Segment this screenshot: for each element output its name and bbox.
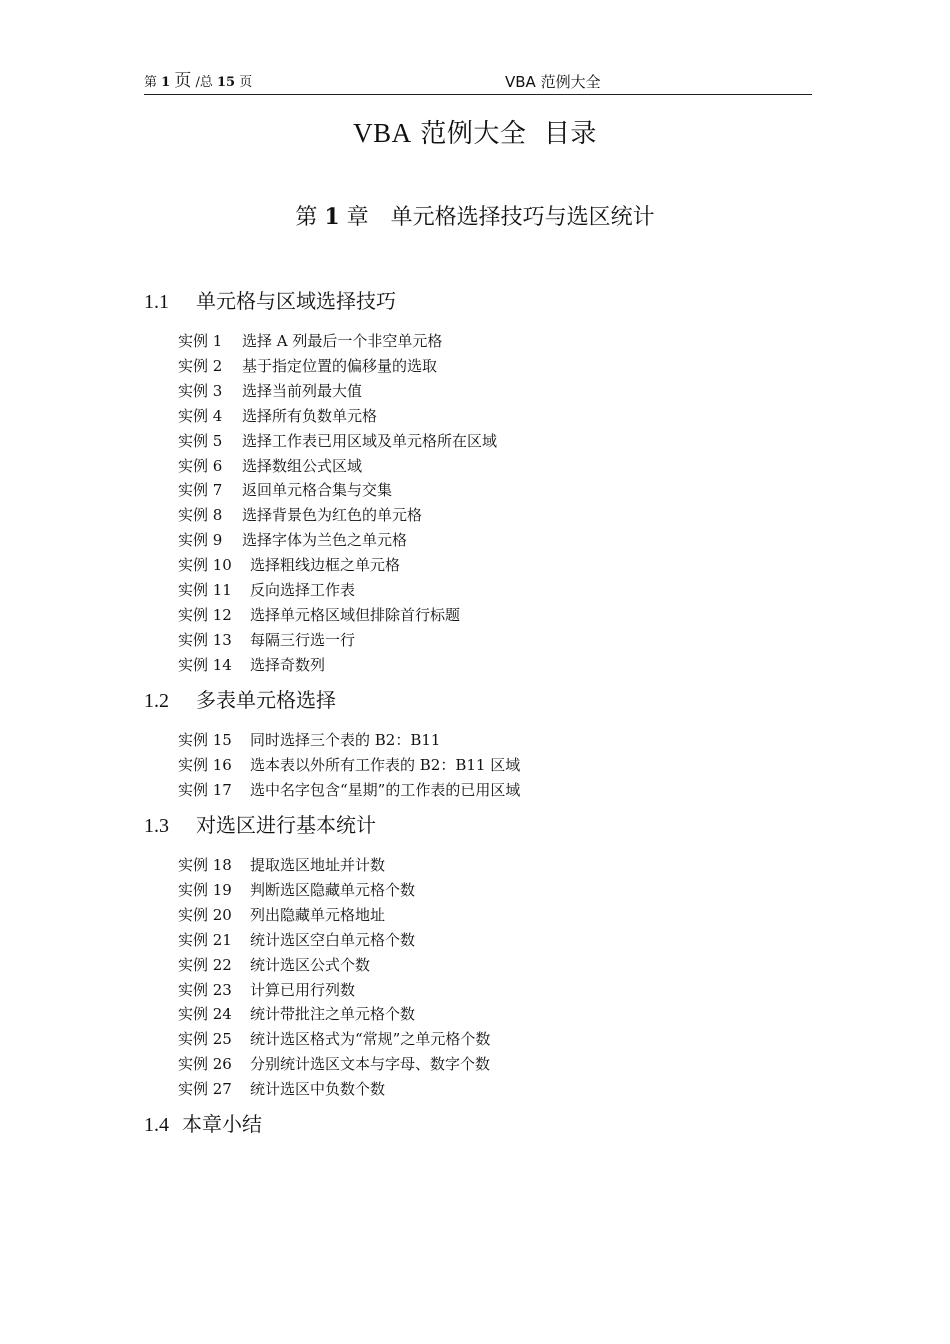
page-header xyxy=(144,68,812,95)
section-title: 对选区进行基本统计 xyxy=(196,813,376,837)
toc-entry[interactable] xyxy=(178,855,385,875)
toc-entry[interactable] xyxy=(178,555,400,575)
toc-entry[interactable] xyxy=(178,605,460,625)
entry-title: 统计选区中负数个数 xyxy=(250,1080,386,1099)
section-number: 1.1 xyxy=(144,291,169,313)
entry-title: 同时选择三个表的 B2：B11 xyxy=(250,731,441,749)
title-latin: VBA xyxy=(353,118,412,148)
entry-title: 选择工作表已用区域及单元格所在区域 xyxy=(242,431,498,450)
entry-title: 选择粗线边框之单元格 xyxy=(250,556,401,575)
chapter-heading xyxy=(0,200,950,231)
toc-entry[interactable] xyxy=(178,456,362,476)
total-separator: /总 xyxy=(195,75,213,90)
total-pages: 15 xyxy=(217,75,236,90)
document-title xyxy=(0,113,950,150)
section-heading xyxy=(144,285,396,314)
toc-entry[interactable] xyxy=(178,980,355,1000)
toc-entry[interactable] xyxy=(178,431,497,451)
entry-title: 选择单元格区域但排除首行标题 xyxy=(250,605,461,624)
entry-title: 判断选区隐藏单元格个数 xyxy=(250,880,416,899)
toc-entry[interactable] xyxy=(178,1029,490,1049)
entry-title: 选本表以外所有工作表的 B2：B11 区域 xyxy=(250,755,521,774)
toc-entry[interactable] xyxy=(178,505,422,525)
entry-label: 实例 16 xyxy=(178,755,232,774)
entry-title: 选择奇数列 xyxy=(250,655,326,674)
entry-label: 实例 17 xyxy=(178,780,232,799)
entry-title: 选择当前列最大值 xyxy=(242,381,363,400)
entry-label: 实例 23 xyxy=(178,980,232,999)
section-heading xyxy=(144,684,336,713)
toc-entry[interactable] xyxy=(178,730,440,750)
entry-label: 实例 19 xyxy=(178,880,232,899)
entry-title: 选择背景色为红色的单元格 xyxy=(242,506,423,525)
total-suffix: 页 xyxy=(239,75,253,90)
section-heading xyxy=(144,1108,262,1137)
entry-label: 实例 2 xyxy=(178,356,223,375)
entry-title: 选择字体为兰色之单元格 xyxy=(242,531,408,550)
toc-entry[interactable] xyxy=(178,655,325,675)
entry-label: 实例 20 xyxy=(178,905,232,924)
toc-entry[interactable] xyxy=(178,480,392,500)
entry-label: 实例 5 xyxy=(178,431,223,450)
entry-label: 实例 3 xyxy=(178,381,223,400)
section-heading xyxy=(144,809,376,838)
entry-label: 实例 22 xyxy=(178,955,232,974)
entry-label: 实例 1 xyxy=(178,332,223,350)
entry-title: 统计选区格式为“常规”之单元格个数 xyxy=(250,1030,491,1049)
toc-entry[interactable] xyxy=(178,905,385,925)
chapter-suffix: 章 xyxy=(346,205,369,230)
section-number: 1.3 xyxy=(144,815,169,837)
toc-entry[interactable] xyxy=(178,530,407,550)
chapter-prefix: 第 xyxy=(295,205,318,230)
toc-entry[interactable] xyxy=(178,930,415,950)
entry-title: 统计选区公式个数 xyxy=(250,955,371,974)
toc-entry[interactable] xyxy=(178,1079,385,1099)
toc-entry[interactable] xyxy=(178,630,355,650)
toc-entry[interactable] xyxy=(178,406,377,426)
page-number: 1 xyxy=(161,75,171,90)
entry-title: 选择数组公式区域 xyxy=(242,456,363,475)
toc-entry[interactable] xyxy=(178,331,442,351)
toc-entry[interactable] xyxy=(178,780,520,800)
entry-label: 实例 8 xyxy=(178,506,223,525)
entry-title: 每隔三行选一行 xyxy=(250,630,356,649)
entry-label: 实例 14 xyxy=(178,655,232,674)
entry-label: 实例 12 xyxy=(178,605,232,624)
entry-title: 提取选区地址并计数 xyxy=(250,856,386,874)
entry-label: 实例 15 xyxy=(178,731,232,749)
chapter-name: 单元格选择技巧与选区统计 xyxy=(390,205,655,230)
entry-label: 实例 9 xyxy=(178,531,223,550)
toc-entry[interactable] xyxy=(178,356,437,376)
entry-label: 实例 10 xyxy=(178,556,232,575)
toc-entry[interactable] xyxy=(178,1054,490,1074)
entry-label: 实例 4 xyxy=(178,406,223,425)
entry-label: 实例 26 xyxy=(178,1055,232,1074)
section-number: 1.4 xyxy=(144,1114,169,1136)
title-rest: 范例大全 目录 xyxy=(411,119,597,149)
entry-title: 基于指定位置的偏移量的选取 xyxy=(242,356,438,375)
toc-entry[interactable] xyxy=(178,580,355,600)
entry-title: 选中名字包含“星期”的工作表的已用区域 xyxy=(250,780,521,799)
section-title: 本章小结 xyxy=(182,1112,262,1136)
section-number: 1.2 xyxy=(144,690,169,712)
entry-title: 选择所有负数单元格 xyxy=(242,406,378,425)
entry-label: 实例 13 xyxy=(178,630,232,649)
entry-label: 实例 18 xyxy=(178,856,232,874)
entry-label: 实例 25 xyxy=(178,1030,232,1049)
header-doc-name: VBA 范例大全 xyxy=(505,73,601,91)
entry-title: 选择 A 列最后一个非空单元格 xyxy=(242,332,443,350)
page-prefix: 第 xyxy=(144,75,158,90)
entry-title: 反向选择工作表 xyxy=(250,581,356,599)
toc-entry[interactable] xyxy=(178,880,415,900)
entry-label: 实例 11 xyxy=(178,581,232,599)
section-title: 单元格与区域选择技巧 xyxy=(196,289,396,313)
entry-label: 实例 24 xyxy=(178,1005,232,1024)
chapter-number: 1 xyxy=(324,204,340,230)
entry-title: 列出隐藏单元格地址 xyxy=(250,905,386,924)
entry-title: 统计选区空白单元格个数 xyxy=(250,930,416,949)
toc-entry[interactable] xyxy=(178,1004,415,1024)
entry-label: 实例 27 xyxy=(178,1080,232,1099)
page-char: 页 xyxy=(174,71,192,91)
entry-label: 实例 6 xyxy=(178,456,223,475)
entry-title: 统计带批注之单元格个数 xyxy=(250,1005,416,1024)
toc-entry[interactable] xyxy=(178,755,520,775)
page-counter xyxy=(144,66,252,91)
entry-title: 分别统计选区文本与字母、数字个数 xyxy=(250,1055,491,1074)
entry-label: 实例 21 xyxy=(178,930,232,949)
entry-title: 计算已用行列数 xyxy=(250,980,356,999)
toc-entry[interactable] xyxy=(178,955,370,975)
toc-entry[interactable] xyxy=(178,381,362,401)
entry-title: 返回单元格合集与交集 xyxy=(242,481,393,500)
section-title: 多表单元格选择 xyxy=(196,688,336,712)
entry-label: 实例 7 xyxy=(178,481,223,500)
